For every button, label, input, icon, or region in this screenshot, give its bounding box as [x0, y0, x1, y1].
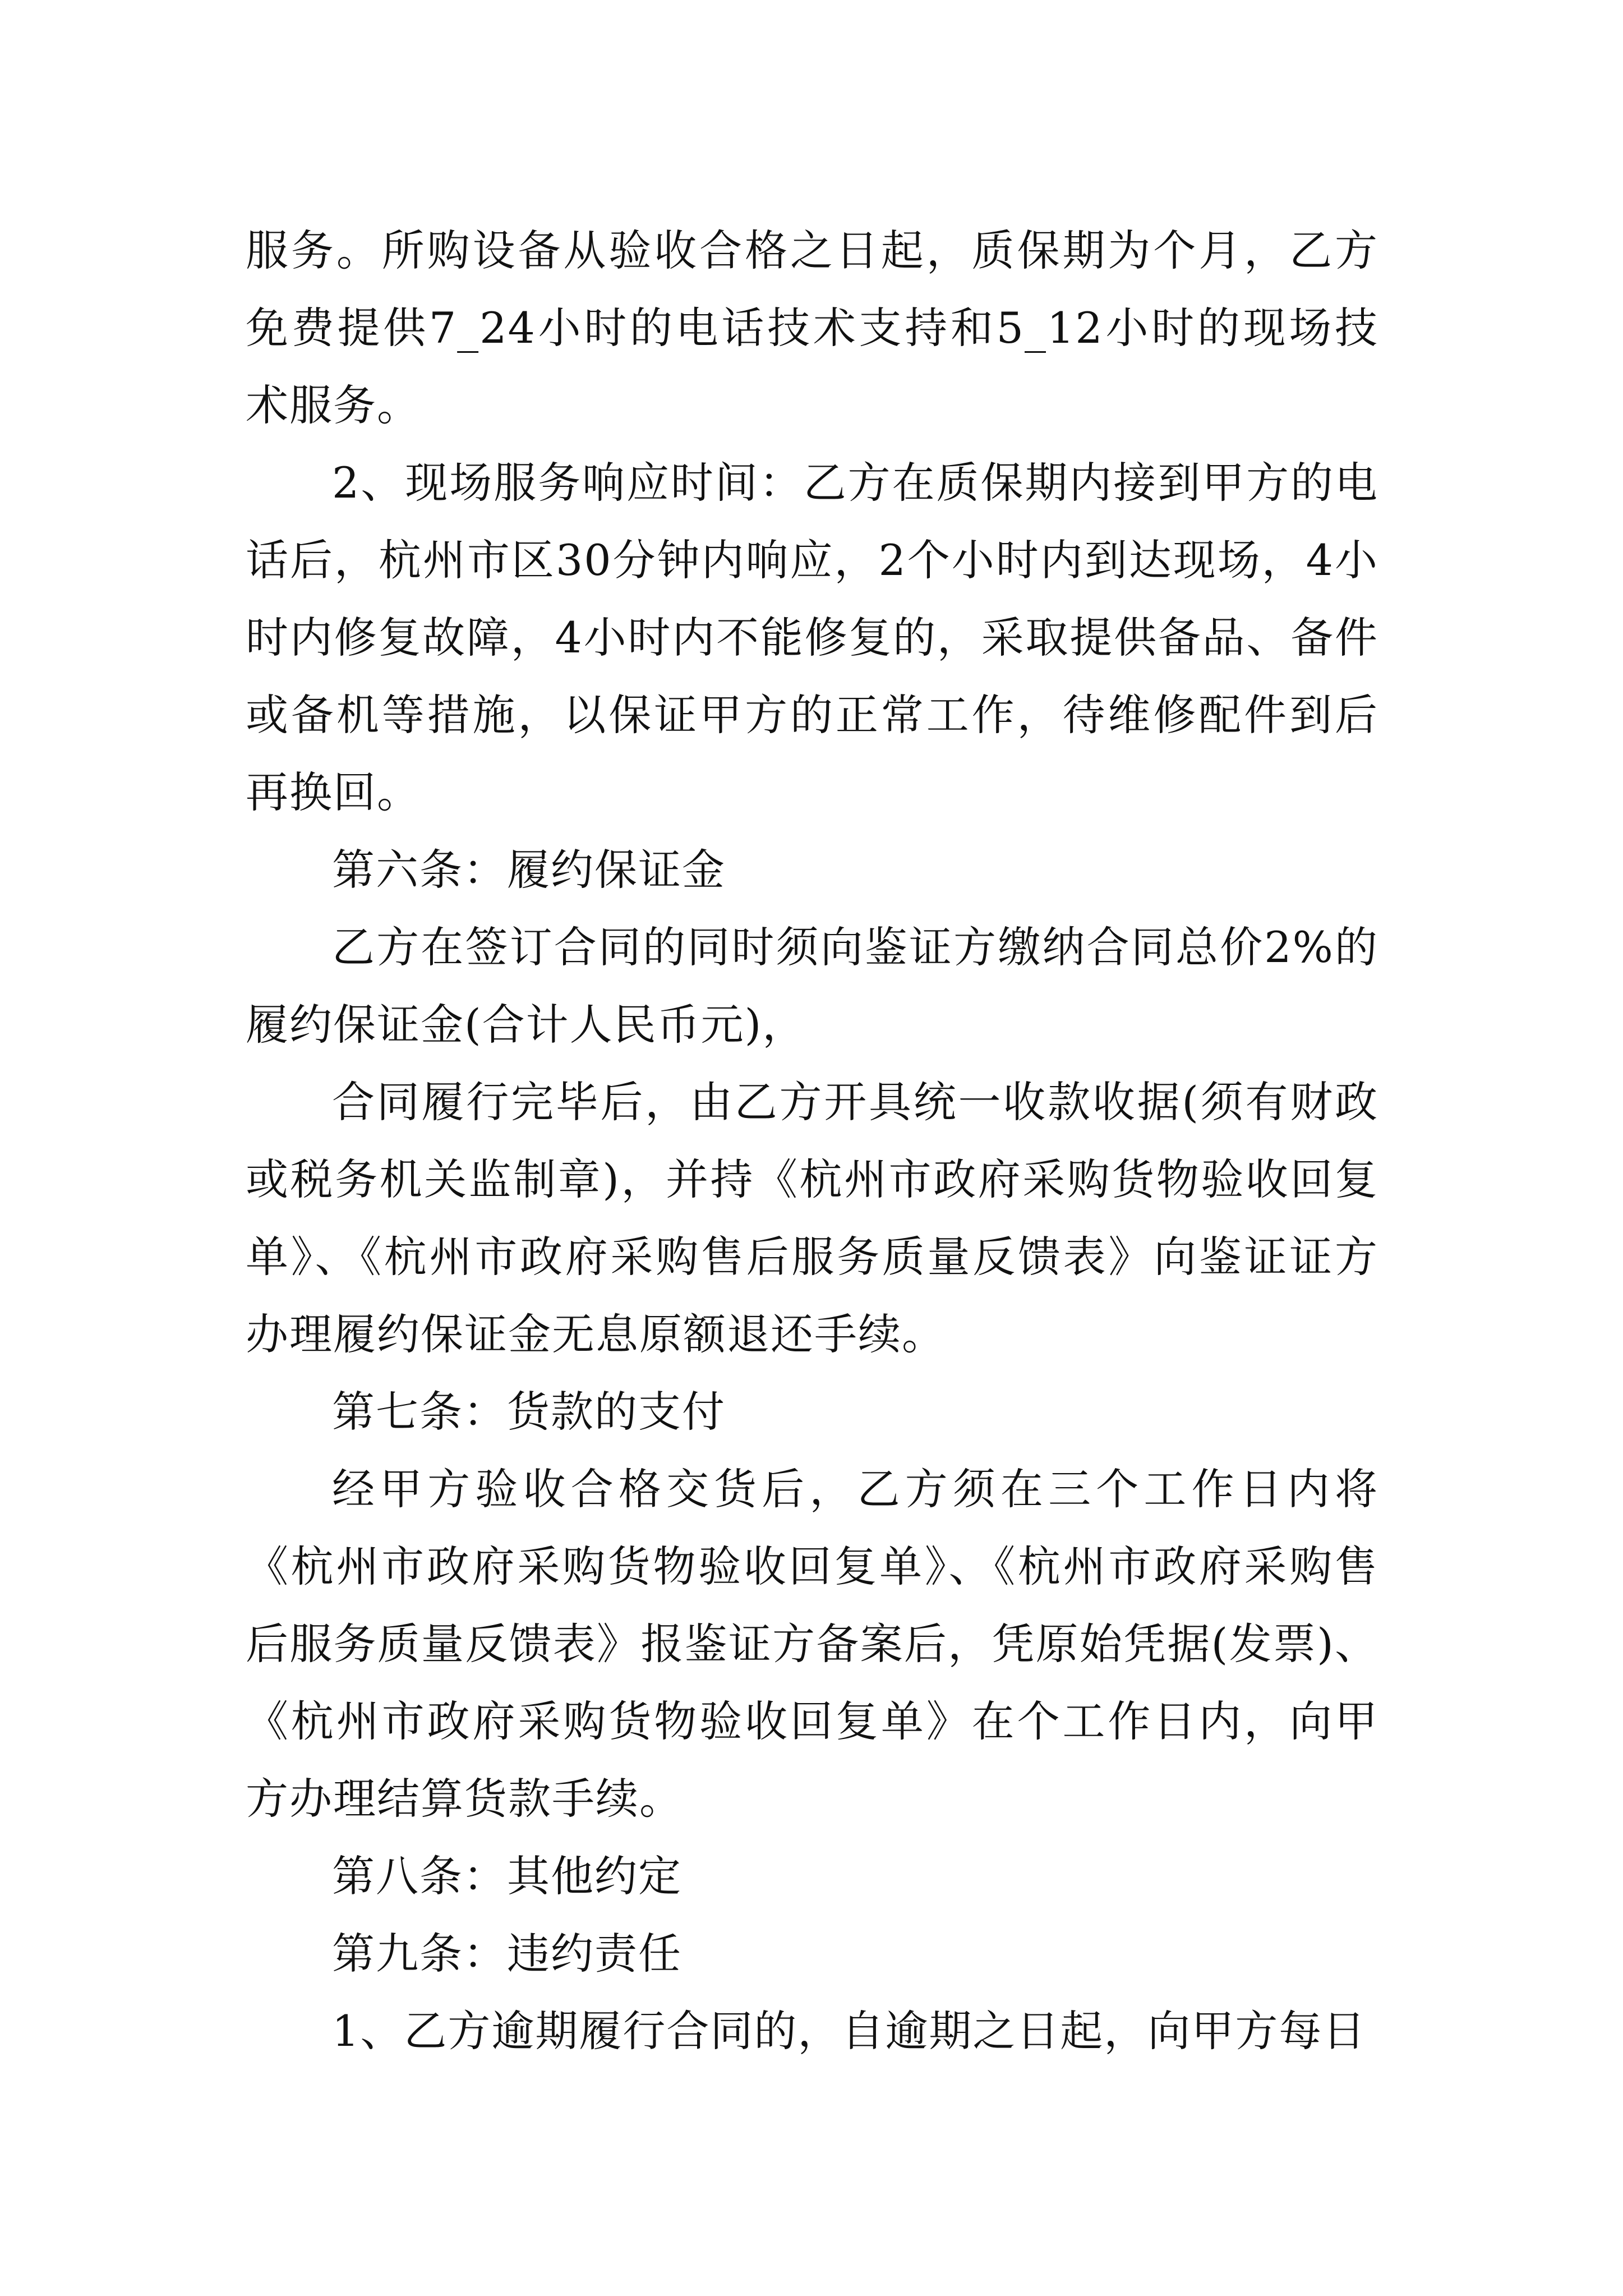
paragraph-service-warranty: 服务。所购设备从验收合格之日起，质保期为个月，乙方免费提供7_24小时的电话技术支持和5_12小时的现场技术服务。 — [246, 226, 1378, 430]
paragraph-deposit-refund: 合同履行完毕后，由乙方开具统一收款收据(须有财政或税务机关监制章)，并持《杭州市政府采购货物验收回复单》、《杭州市政府采购售后服务质量反馈表》向鉴证证方办理履约保证金无息原额退还手续。 — [246, 1077, 1378, 1359]
heading-article-7: 第七条：货款的支付 — [332, 1387, 726, 1437]
heading-article-6: 第六条：履约保证金 — [332, 845, 726, 895]
heading-article-8: 第八条：其他约定 — [332, 1851, 682, 1901]
paragraph-response-time: 2、现场服务响应时间：乙方在质保期内接到甲方的电话后，杭州市区30分钟内响应，2个小时内到达现场，4小时内修复故障，4小时内不能修复的，采取提供备品、备件或备机等措施，以保证甲方的正常工作，待维修配件到后再换回。 — [246, 458, 1378, 817]
heading-article-9: 第九条：违约责任 — [332, 1929, 682, 1978]
paragraph-deposit: 乙方在签订合同的同时须向鉴证方缴纳合同总价2%的履约保证金(合计人民币元)， — [246, 922, 1378, 1050]
document-body — [246, 212, 1378, 2070]
paragraph-breach-1: 1、乙方逾期履行合同的，自逾期之日起，向甲方每日 — [332, 2006, 1367, 2056]
paragraph-payment: 经甲方验收合格交货后，乙方须在三个工作日内将《杭州市政府采购货物验收回复单》、《杭州市政府采购售后服务质量反馈表》报鉴证方备案后，凭原始凭据(发票)、《杭州市政府采购货物验收回复单》在个工作日内，向甲方办理结算货款手续。 — [246, 1464, 1378, 1824]
